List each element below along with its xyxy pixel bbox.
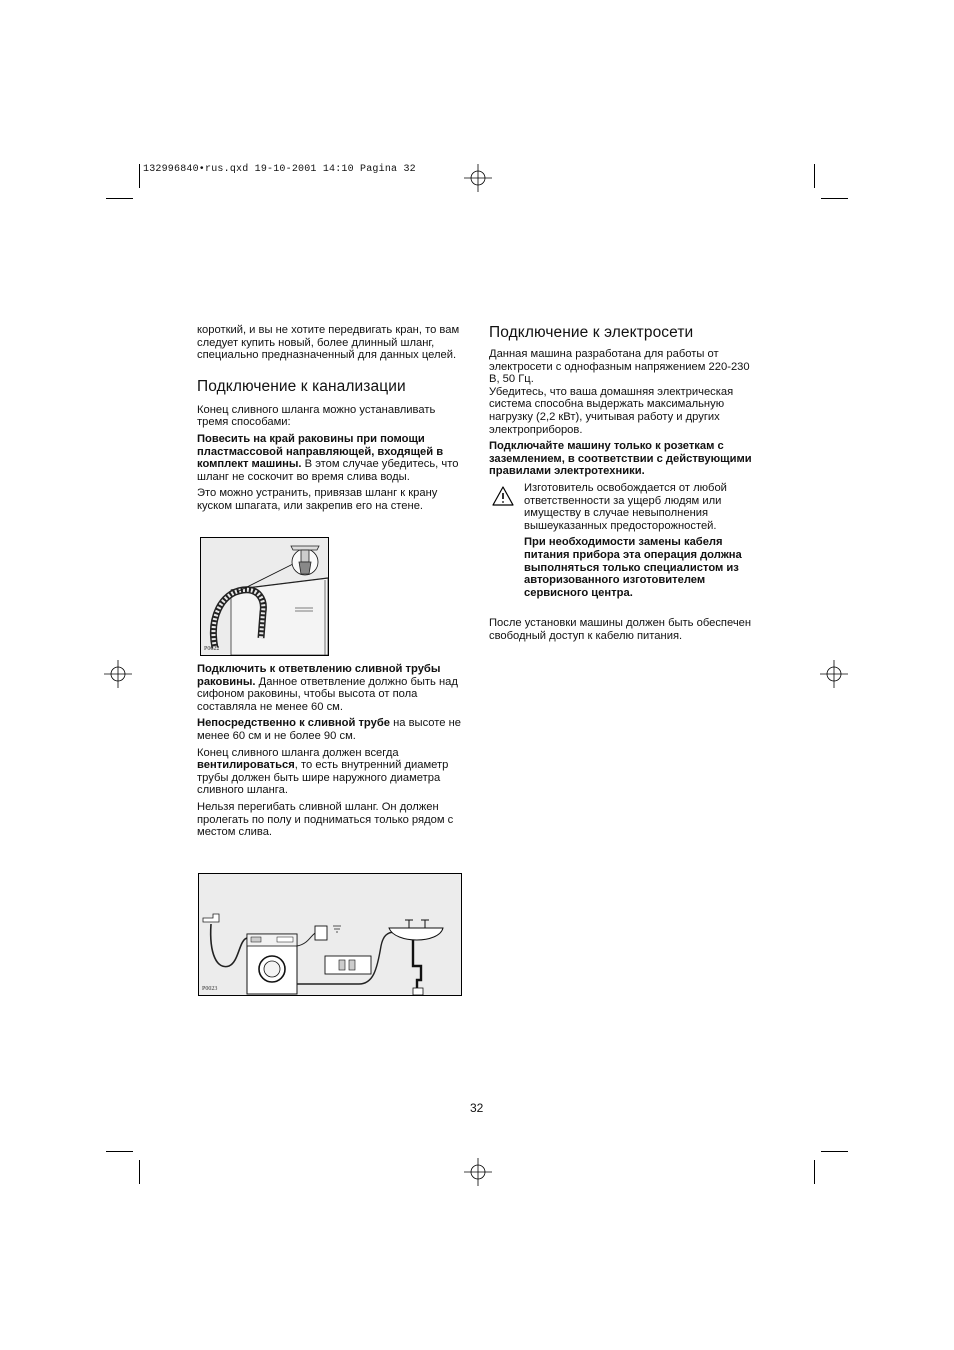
warning-block [489, 482, 753, 599]
figure-installation-overview [198, 873, 462, 996]
figure-2-code: P0023 [202, 986, 218, 992]
print-slug: 132996840•rus.qxd 19-10-2001 14:10 Pagina 32 [143, 164, 416, 175]
right-column [489, 324, 753, 646]
warning-liability: Изготовитель освобождается от любой ответственности за ущерб людям или имуществу в случае невыполнения вышеуказанных предосторожностей. [524, 481, 727, 532]
figure-1-code: P0022 [204, 646, 220, 652]
warning-cable-replacement: При необходимости замены кабеля питания прибора эта операция должна выполняться только специалистом из авторизованного изготовителем сервисного центра. [524, 536, 742, 599]
registration-mark-right [820, 660, 848, 688]
electric-load: Убедитесь, что ваша домашняя электрическая система способна выдержать максимальную нагрузку (2,2 кВт), учитывая работу и других электроприборов. [489, 385, 734, 436]
drain-option-1: Повесить на край раковины при помощи пластмассовой направляющей, входящей в комплект машины. В этом случае убедитесь, что шланг не соскочит во время слива воды. [197, 432, 459, 483]
registration-mark-top [464, 164, 492, 192]
drain-option-3: Непосредственно к сливной трубе на высоте не менее 60 см и не более 90 см. [197, 717, 462, 742]
registration-mark-bottom [464, 1158, 492, 1186]
drain-intro: Конец сливного шланга можно устанавливать тремя способами: [197, 403, 436, 429]
cable-access-note: После установки машины должен быть обеспечен свободный доступ к кабелю питания. [489, 617, 752, 642]
intro-paragraph: короткий, и вы не хотите передвигать кран, то вам следует купить новый, более длинный шланг, специально предназначенный для данных целей. [197, 324, 460, 362]
registration-mark-left [104, 660, 132, 688]
drain-option-2: Подключить к ответвлению сливной трубы раковины. Данное ответвление должно быть над сифоном раковины, чтобы высота от пола составляла не менее 60 см. [197, 663, 458, 713]
electric-heading: Подключение к электросети [489, 324, 694, 341]
left-column-top [197, 324, 465, 517]
electric-grounding: Подключайте машину только к розеткам с заземлением, в соответствии с действующими правилами электротехники. [489, 440, 752, 478]
drain-heading: Подключение к канализации [197, 377, 406, 395]
electric-voltage: Данная машина разработана для работы от электросети с однофазным напряжением 220-230 В, 50 Гц. [489, 348, 750, 386]
drain-option-1-note: Это можно устранить, привязав шланг к крану куском шпагата, или закрепив его на стене. [197, 487, 438, 512]
left-column-bottom [197, 663, 465, 843]
warning-triangle-icon [491, 485, 515, 507]
figure-hose-on-sink [200, 537, 329, 656]
page-number: 32 [470, 1101, 484, 1115]
ventilation-note: Конец сливного шланга должен всегда вентилироваться, то есть внутренний диаметр трубы должен быть шире наружного диаметра сливного шланга. [197, 746, 449, 797]
bending-warning: Нельзя перегибать сливной шланг. Он должен пролегать по полу и подниматься только рядом с местом слива. [197, 800, 454, 839]
